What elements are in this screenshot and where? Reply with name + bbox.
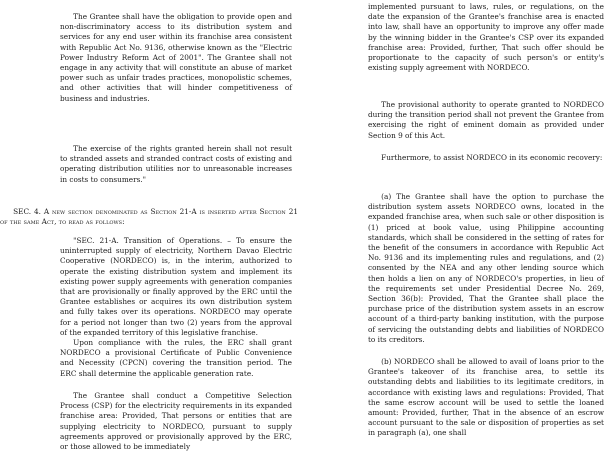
paragraph-provisional-cpcn: Upon compliance with the rules, the ERC shall grant NORDECO a provisional Certificate of Public Convenience and Necessity (CPCN) covering the transition period. The ERC shall determine the applicable generation rate. — [60, 338, 292, 378]
paragraph-option-b: (b) NORDECO shall be allowed to avail of loans prior to the Grantee's takeover of its franchise area, to settle its outstanding debts and liabilities to its legitimate creditors, in accordance with existing laws and regulations: Provided, That the same escrow account will be used to settle the loaned amount: Provided, further, That in the absence of an escrow account pursuant to the sale or disposition of properties as set in paragraph (a), one shall — [368, 357, 604, 438]
paragraph-furthermore: Furthermore, to assist NORDECO in its economic recovery: — [381, 153, 603, 162]
paragraph-csp: The Grantee shall conduct a Competitive Selection Process (CSP) for the electricity requirements in its expanded franchise area: Provided, That persons or entities that are supplying electricity to NORDECO, pursuant to supply agreements approved or provisionally approved by the ERC, or those allowed to be immediately — [60, 391, 292, 452]
paragraph-stranded-assets: The exercise of the rights granted herein shall not result to stranded assets and stranded contract costs of existing and operating distribution utilities nor to unreasonable increases in costs to consumers." — [60, 144, 292, 184]
paragraph-provisional-authority: The provisional authority to operate granted to NORDECO during the transition period shall not prevent the Grantee from exercising the right of eminent domain as provided under Section 9 of this Act. — [368, 100, 604, 140]
paragraph-section-21a: "SEC. 21-A. Transition of Operations. – To ensure the uninterrupted supply of electricity, Northern Davao Electric Cooperative (NORDECO) is, in the interim, authorized to operate the existing distribution system and implement its existing power supply agreements with generation companies that are provisionally or finally approved by the ERC until the Grantee establishes or acquires its own distribution system and fully takes over its operations. NORDECO may operate for a period not longer than two (2) years from the approval of the expanded territory of this legislative franchise. — [60, 236, 292, 337]
paragraph-option-a: (a) The Grantee shall have the option to purchase the distribution system assets NORDECO owns, located in the expanded franchise area, when such sale or other disposition is (1) priced at book value, using Philippine accounting standards, which shall be considered in the setting of rates for the benefit of the consumers in accordance with Republic Act No. 9136 and its implementing rules and regulations, and (2) consented by the NEA and any other lending source which then holds a lien on any of NORDECO's properties, in lieu of the requirements set under Presidential Decree No. 269, Section 36(b): Provided, That the Grantee shall place the purchase price of the distribution system assets in an escrow account of a third-party banking institution, with the purpose of servicing the outstanding debts and liabilities of NORDECO to its creditors. — [368, 192, 604, 344]
paragraph-open-access: The Grantee shall have the obligation to provide open and non-discriminatory access to its distribution system and services for any end user within its franchise area consistent with Republic Act No. 9136, otherwise known as the "Electric Power Industry Reform Act of 2001". The Grantee shall not engage in any activity that will constitute an abuse of market power such as unfair trades practices, monopolistic schemes, and other activities that will hinder competitiveness of business and industries. — [60, 12, 292, 103]
paragraph-section-4: SEC. 4. A new section denominated as Section 21-A is inserted after Section 21 of the same Act, to read as follows: — [0, 207, 298, 227]
paragraph-continued: implemented pursuant to laws, rules, or regulations, on the date the expansion of the Grantee's franchise area is enacted into law, shall have an opportunity to improve any offer made by the winning bidder in the Grantee's CSP over its expanded franchise area: Provided, further, That such offer should be proportionate to the capacity of such person's or entity's existing supply agreement with NORDECO. — [368, 2, 604, 73]
